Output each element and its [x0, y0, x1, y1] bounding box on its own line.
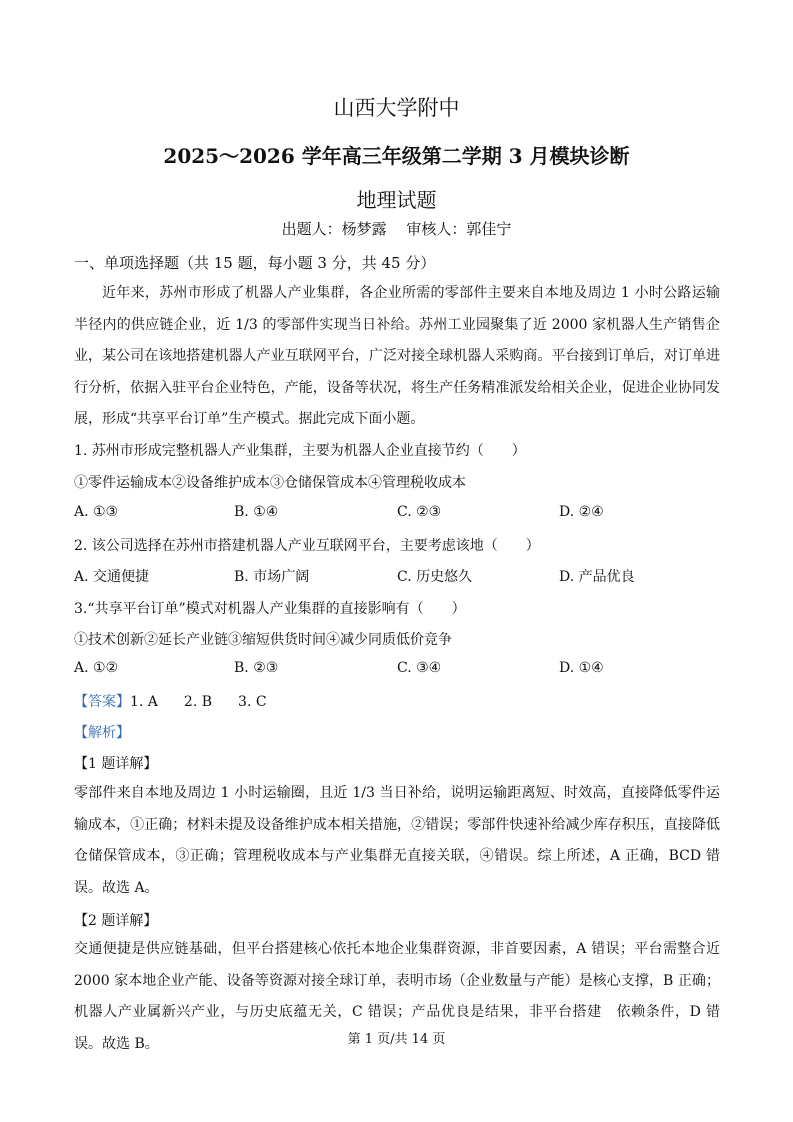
question-2-stem: 2. 该公司选择在苏州市搭建机器人产业互联网平台，主要考虑该地（ ） [74, 538, 540, 554]
detail-1-text: 零部件来自本地及周边 1 小时运输圈，且近 1/3 当日补给，说明运输距离短、时效高，直接降低零件运输成本，①正确；材料未提及设备维护成本相关措施，②错误；零部件快速补给减少库存积压，直接降低仓储保管成本，③正确；管理税收成本与产业集群无直接关联，④错误。综上所述，A 正确，BCD 错误。故选 A。 [74, 785, 720, 896]
analysis-label: 【解析】 [74, 725, 130, 741]
section-heading: 一、单项选择题（共 15 题，每小题 3 分，共 45 分） [74, 254, 436, 272]
exam-title: 2025～2026 学年高三年级第二学期 3 月模块诊断 [163, 144, 630, 168]
question-1-statements: ①零件运输成本②设备维护成本③仓储保管成本④管理税收成本 [74, 475, 466, 491]
answer-item: 3. C [238, 694, 267, 710]
question-2-option-d: D. 产品优良 [559, 569, 635, 585]
detail-1 [74, 778, 720, 904]
passage-text: 近年来，苏州市形成了机器人产业集群，各企业所需的零部件主要来自本地及周边 1 小时公路运输半径内的供应链企业，近 1/3 的零部件实现当日补给。苏州工业园聚集了近 2000 家机器人生产销售企业，某公司在该地搭建机器人产业互联网平台，广泛对接全球机器人采购商。平台接到订单后，对订单进行分析，依据入驻平台企业特色，产能，设备等状况，将生产任务精准派发给相关企业，促进企业协同发展，形成“共享平台订单”生产模式。据此完成下面小题。 [74, 285, 720, 427]
question-3-option-a: A. ①② [74, 660, 119, 676]
question-3-stem: 3.“共享平台订单”模式对机器人产业集群的直接影响有（ ） [74, 601, 466, 617]
detail-2-text: 交通便捷是供应链基础，但平台搭建核心依托本地企业集群资源，非首要因素，A 错误；平台需整合近 2000 家本地企业产能、设备等资源对接全球订单，表明市场（企业数量与产能）是核心支撑，B 正确；机器人产业属新兴产业，与历史底蕴无关，C 错误；产品优良是结果，非平台搭建 依赖条件，D 错误。故选 B。 [74, 941, 720, 1052]
authors-line: 出题人：杨梦露 审核人：郭佳宁 [281, 220, 512, 238]
detail-1-label: 【1 题详解】 [74, 756, 158, 772]
question-1-option-c: C. ②③ [397, 504, 442, 520]
answer-item: 1. A [130, 694, 158, 710]
answer-item: 2. B [183, 694, 213, 710]
question-3-option-d: D. ①④ [559, 660, 604, 676]
question-1-option-a: A. ①③ [74, 504, 119, 520]
question-1-option-b: B. ①④ [234, 504, 279, 520]
answer-line [74, 691, 267, 711]
page-footer: 第 1 页/共 14 页 [347, 1032, 446, 1047]
question-1-option-d: D. ②④ [559, 504, 604, 520]
subject-title: 地理试题 [356, 188, 437, 212]
answer-label: 【答案】 [74, 694, 130, 710]
question-2-option-b: B. 市场广阔 [234, 569, 310, 585]
question-3-option-c: C. ③④ [397, 660, 442, 676]
passage [74, 278, 720, 436]
school-name: 山西大学附中 [333, 96, 460, 120]
question-2-option-a: A. 交通便捷 [74, 569, 150, 585]
question-2-option-c: C. 历史悠久 [397, 569, 473, 585]
detail-2-label: 【2 题详解】 [74, 913, 158, 929]
question-3-option-b: B. ②③ [234, 660, 279, 676]
question-3-statements: ①技术创新②延长产业链③缩短供货时间④减少同质低价竞争 [74, 632, 452, 648]
question-1-stem: 1. 苏州市形成完整机器人产业集群，主要为机器人企业直接节约（ ） [74, 443, 526, 459]
